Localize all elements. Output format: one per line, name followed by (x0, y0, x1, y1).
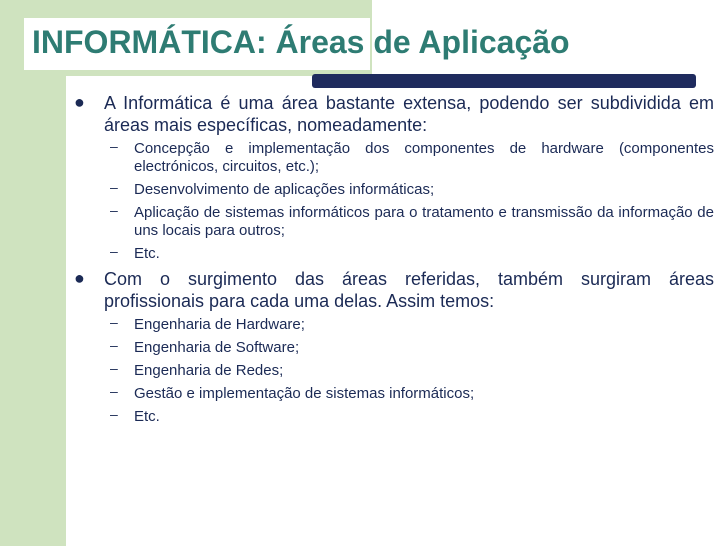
sub-item-text: Desenvolvimento de aplicações informáticas; (134, 181, 435, 198)
dash-icon: – (110, 138, 118, 154)
bullet-icon: ● (74, 268, 85, 288)
sub-item (74, 408, 714, 426)
bullet-item (74, 268, 714, 312)
sub-item-text: Gestão e implementação de sistemas informáticos; (134, 385, 475, 402)
decorative-navy-bar (312, 74, 696, 88)
sub-item-text: Engenharia de Hardware; (134, 316, 305, 333)
sub-item-text: Concepção e implementação dos componentes de hardware (componentes electrónicos, circuitos, etc.); (134, 140, 714, 175)
sub-item (74, 181, 714, 199)
bullet-list (74, 92, 714, 431)
sub-item (74, 385, 714, 403)
sub-item (74, 140, 714, 176)
bullet-text: Com o surgimento das áreas referidas, também surgiram áreas profissionais para cada uma delas. Assim temos: (104, 269, 714, 311)
sub-item-text: Etc. (134, 245, 160, 262)
dash-icon: – (110, 406, 118, 422)
sub-item (74, 245, 714, 263)
sub-item (74, 339, 714, 357)
sub-item (74, 204, 714, 240)
bullet-icon: ● (74, 92, 85, 112)
dash-icon: – (110, 337, 118, 353)
sub-item-text: Aplicação de sistemas informáticos para o tratamento e transmissão da informação de uns locais para outros; (134, 204, 714, 239)
sub-item (74, 316, 714, 334)
dash-icon: – (110, 243, 118, 259)
dash-icon: – (110, 179, 118, 195)
bullet-item (74, 92, 714, 136)
dash-icon: – (110, 202, 118, 218)
sub-item-text: Etc. (134, 408, 160, 425)
sub-item (74, 362, 714, 380)
dash-icon: – (110, 314, 118, 330)
slide-title: INFORMÁTICA: Áreas de Aplicação (32, 24, 570, 60)
sub-item-text: Engenharia de Software; (134, 339, 300, 356)
decorative-green-band-left (0, 0, 66, 546)
dash-icon: – (110, 383, 118, 399)
bullet-text: A Informática é uma área bastante extensa, podendo ser subdividida em áreas mais específicas, nomeadamente: (104, 93, 714, 135)
dash-icon: – (110, 360, 118, 376)
sub-item-text: Engenharia de Redes; (134, 362, 284, 379)
